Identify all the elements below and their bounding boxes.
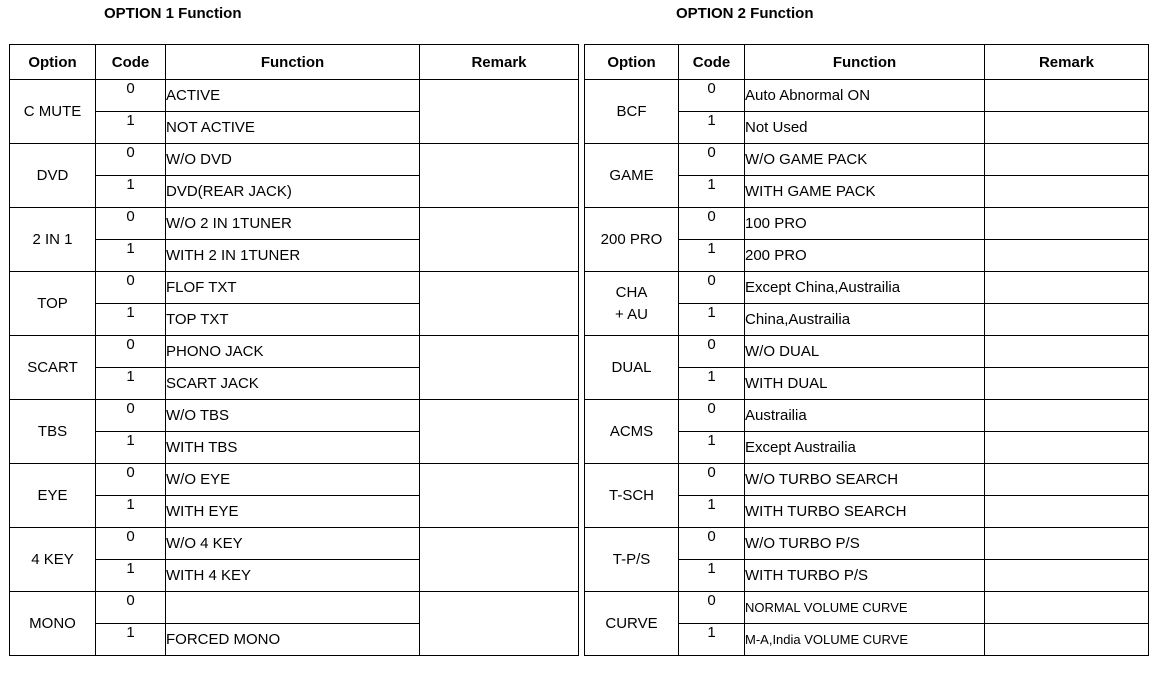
table-row [585,336,1149,368]
function-cell: WITH 2 IN 1TUNER [166,240,420,272]
table-row [10,272,579,304]
code-cell: 1 [679,112,745,144]
code-cell: 1 [96,112,166,144]
table-row [585,208,1149,240]
code-cell: 0 [96,272,166,304]
header-option: Option [10,45,96,80]
table-row [585,464,1149,496]
code-cell: 0 [679,144,745,176]
code-cell: 0 [96,400,166,432]
code-cell: 0 [679,592,745,624]
table-row [10,80,579,112]
remark-cell [985,144,1149,176]
table-row [585,400,1149,432]
function-cell: W/O GAME PACK [745,144,985,176]
option-name: GAME [585,144,679,208]
function-cell: W/O TURBO P/S [745,528,985,560]
function-cell: DVD(REAR JACK) [166,176,420,208]
code-cell: 0 [96,80,166,112]
header-code: Code [679,45,745,80]
code-cell: 0 [679,400,745,432]
option-name: 2 IN 1 [10,208,96,272]
function-cell: Not Used [745,112,985,144]
function-cell: W/O 2 IN 1TUNER [166,208,420,240]
remark-cell [985,80,1149,112]
option-name: DUAL [585,336,679,400]
code-cell: 1 [96,176,166,208]
remark-cell [985,560,1149,592]
code-cell: 0 [96,144,166,176]
table-row [585,528,1149,560]
function-cell: FORCED MONO [166,624,420,656]
table-row [585,144,1149,176]
function-cell: WITH 4 KEY [166,560,420,592]
option-name: TBS [10,400,96,464]
function-cell: W/O 4 KEY [166,528,420,560]
code-cell: 0 [679,80,745,112]
function-cell: China,Austrailia [745,304,985,336]
remark-cell [420,336,579,400]
header-function: Function [745,45,985,80]
table-row [10,464,579,496]
function-cell: WITH TURBO P/S [745,560,985,592]
code-cell: 1 [96,496,166,528]
remark-cell [985,464,1149,496]
function-cell: WITH DUAL [745,368,985,400]
function-cell: 200 PRO [745,240,985,272]
option-name: CURVE [585,592,679,656]
table-row [585,272,1149,304]
option1-table [9,44,579,656]
code-cell: 0 [679,528,745,560]
remark-cell [420,80,579,144]
table-row [10,336,579,368]
remark-cell [985,176,1149,208]
function-cell: WITH TBS [166,432,420,464]
option-name: 200 PRO [585,208,679,272]
remark-cell [985,112,1149,144]
code-cell: 1 [679,624,745,656]
header-function: Function [166,45,420,80]
remark-cell [420,592,579,656]
remark-cell [985,272,1149,304]
code-cell: 0 [96,528,166,560]
remark-cell [985,592,1149,624]
header-option: Option [585,45,679,80]
code-cell: 0 [679,336,745,368]
function-cell: W/O TURBO SEARCH [745,464,985,496]
function-cell: W/O DVD [166,144,420,176]
option-name: BCF [585,80,679,144]
function-cell: WITH TURBO SEARCH [745,496,985,528]
table-row [10,208,579,240]
option-name: C MUTE [10,80,96,144]
option-name: T-SCH [585,464,679,528]
function-cell: Austrailia [745,400,985,432]
remark-cell [420,464,579,528]
remark-cell [420,400,579,464]
remark-cell [985,400,1149,432]
code-cell: 0 [96,592,166,624]
remark-cell [985,240,1149,272]
table-row [10,400,579,432]
option2-table [584,44,1149,656]
function-cell: NORMAL VOLUME CURVE [745,592,985,624]
remark-cell [985,432,1149,464]
function-cell: FLOF TXT [166,272,420,304]
option-name: TOP [10,272,96,336]
function-cell: 100 PRO [745,208,985,240]
code-cell: 1 [96,368,166,400]
table-row [585,80,1149,112]
function-cell: WITH EYE [166,496,420,528]
option-name: 4 KEY [10,528,96,592]
code-cell: 1 [679,368,745,400]
remark-cell [985,208,1149,240]
code-cell: 1 [679,176,745,208]
remark-cell [420,208,579,272]
option-name: T-P/S [585,528,679,592]
table-row [10,144,579,176]
function-cell: W/O DUAL [745,336,985,368]
code-cell: 1 [679,432,745,464]
remark-cell [985,496,1149,528]
code-cell: 0 [96,464,166,496]
option-name: CHA + AU [585,272,679,336]
code-cell: 0 [96,208,166,240]
code-cell: 1 [679,304,745,336]
code-cell: 1 [96,304,166,336]
option-name: DVD [10,144,96,208]
code-cell: 1 [96,624,166,656]
table-row [585,592,1149,624]
header-code: Code [96,45,166,80]
remark-cell [420,144,579,208]
code-cell: 0 [96,336,166,368]
remark-cell [985,528,1149,560]
remark-cell [985,368,1149,400]
code-cell: 0 [679,272,745,304]
option-name: ACMS [585,400,679,464]
option-name: SCART [10,336,96,400]
code-cell: 0 [679,208,745,240]
code-cell: 1 [679,240,745,272]
function-cell: W/O EYE [166,464,420,496]
function-cell: NOT ACTIVE [166,112,420,144]
function-cell: W/O TBS [166,400,420,432]
remark-cell [420,272,579,336]
code-cell: 1 [96,240,166,272]
table-row [10,528,579,560]
code-cell: 0 [679,464,745,496]
remark-cell [985,304,1149,336]
header-remark: Remark [985,45,1149,80]
option1-title: OPTION 1 Function [104,5,242,22]
function-cell: ACTIVE [166,80,420,112]
remark-cell [420,528,579,592]
code-cell: 1 [96,560,166,592]
code-cell: 1 [679,560,745,592]
table-row [10,592,579,624]
function-cell: M-A,India VOLUME CURVE [745,624,985,656]
function-cell: WITH GAME PACK [745,176,985,208]
header-remark: Remark [420,45,579,80]
function-cell [166,592,420,624]
function-cell: PHONO JACK [166,336,420,368]
option-name: EYE [10,464,96,528]
function-cell: Auto Abnormal ON [745,80,985,112]
remark-cell [985,624,1149,656]
function-cell: SCART JACK [166,368,420,400]
code-cell: 1 [679,496,745,528]
function-cell: Except China,Austrailia [745,272,985,304]
option2-title: OPTION 2 Function [676,5,814,22]
function-cell: TOP TXT [166,304,420,336]
function-cell: Except Austrailia [745,432,985,464]
option-name: MONO [10,592,96,656]
code-cell: 1 [96,432,166,464]
remark-cell [985,336,1149,368]
